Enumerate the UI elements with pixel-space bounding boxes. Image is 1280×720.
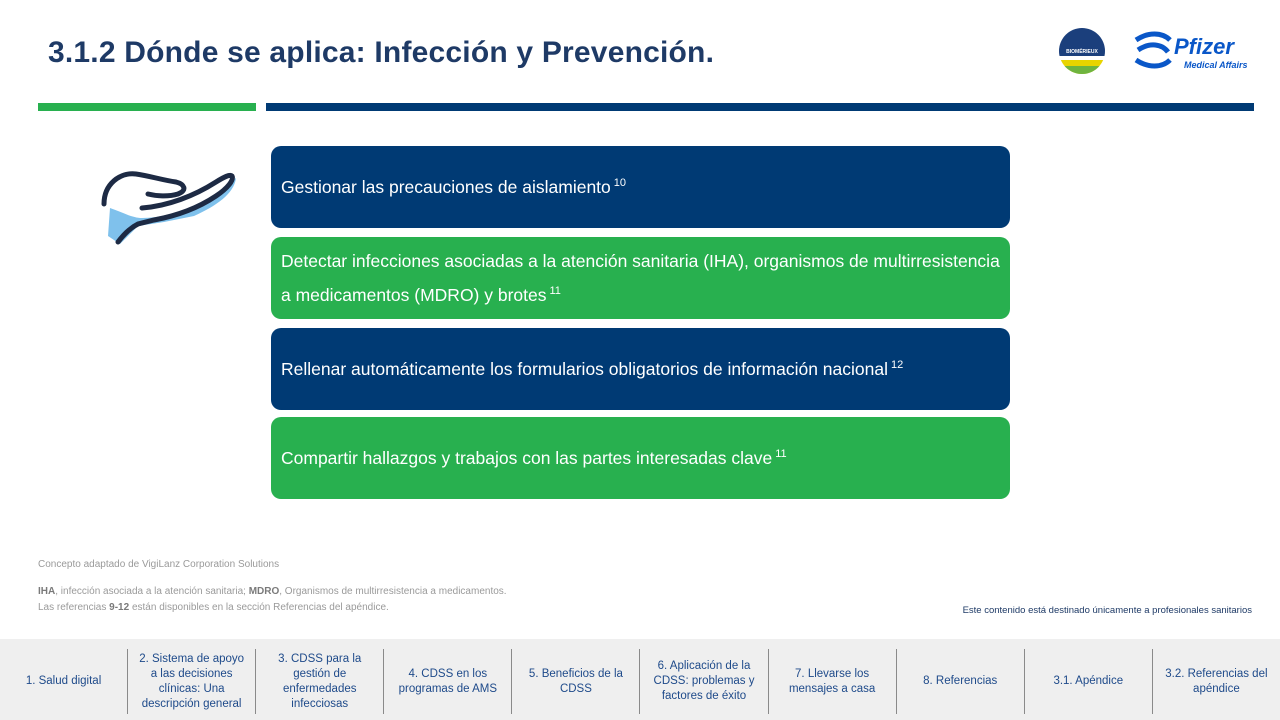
nav-item-beneficios[interactable]: 5. Beneficios de la CDSS: [511, 649, 639, 714]
nav-item-sistema-apoyo[interactable]: 2. Sistema de apoyo a las decisiones clínicas: Una descripción general: [127, 649, 255, 714]
item-detect-infections: [271, 237, 1010, 319]
biomerieux-logo: [1059, 28, 1105, 74]
page-title: 3.1.2 Dónde se aplica: Infección y Prevención.: [48, 36, 715, 69]
nav-item-referencias[interactable]: 8. Referencias: [896, 649, 1024, 714]
concept-note: Concepto adaptado de VigiLanz Corporation Solutions: [38, 559, 280, 570]
item-ref: 10: [613, 177, 627, 189]
nav-item-apendice[interactable]: 3.1. Apéndice: [1024, 649, 1152, 714]
helping-hand-icon: [98, 166, 238, 248]
hcp-notice: Este contenido está destinado únicamente a profesionales sanitarios: [962, 605, 1252, 616]
refs-pre: Las referencias: [38, 602, 110, 613]
pfizer-wordmark: Pfizer: [1174, 34, 1234, 59]
refs-range: 9-12: [109, 602, 130, 613]
item-ref: 12: [890, 359, 904, 371]
nav-item-referencias-apendice[interactable]: 3.2. Referencias del apéndice: [1152, 649, 1280, 714]
abbr-mdro: MDRO: [248, 586, 280, 597]
nav-item-mensajes[interactable]: 7. Llevarse los mensajes a casa: [768, 649, 896, 714]
item-text: Detectar infecciones asociadas a la atención sanitaria (IHA), organismos de multirresistencia a medicamentos (MDRO) y brotes: [281, 251, 1000, 305]
section-nav: [0, 639, 1280, 720]
item-text: Compartir hallazgos y trabajos con las partes interesadas clave: [281, 448, 773, 468]
accent-bar-blue: [266, 103, 1254, 111]
nav-item-cdss-infecciosas[interactable]: 3. CDSS para la gestión de enfermedades infecciosas: [255, 649, 383, 714]
pfizer-helix-icon: [1132, 30, 1176, 74]
item-share-findings: [271, 417, 1010, 499]
abbr-iha: IHA: [38, 586, 56, 597]
refs-post: están disponibles en la sección Referencias del apéndice.: [129, 602, 389, 613]
nav-item-cdss-ams[interactable]: 4. CDSS en los programas de AMS: [383, 649, 511, 714]
abbr-iha-def: , infección asociada a la atención sanitaria;: [55, 586, 249, 597]
item-isolation-precautions: [271, 146, 1010, 228]
abbr-mdro-def: , Organismos de multirresistencia a medicamentos.: [279, 586, 507, 597]
item-ref: 11: [775, 448, 787, 460]
pfizer-logo: [1132, 30, 1252, 74]
pfizer-subtitle: Medical Affairs: [1184, 60, 1248, 70]
biomerieux-logo-text: BIOMÉRIEUX: [1066, 49, 1098, 55]
item-text: Rellenar automáticamente los formularios obligatorios de información nacional: [281, 359, 888, 379]
accent-bar-green: [38, 103, 256, 111]
item-ref: 11: [549, 285, 561, 297]
item-national-forms: [271, 328, 1010, 410]
item-text: Gestionar las precauciones de aislamiento: [281, 177, 611, 197]
references-note: [38, 602, 389, 613]
nav-item-salud-digital[interactable]: 1. Salud digital: [25, 675, 102, 687]
nav-item-aplicacion[interactable]: 6. Aplicación de la CDSS: problemas y factores de éxito: [639, 649, 767, 714]
abbreviations-note: [38, 586, 507, 597]
